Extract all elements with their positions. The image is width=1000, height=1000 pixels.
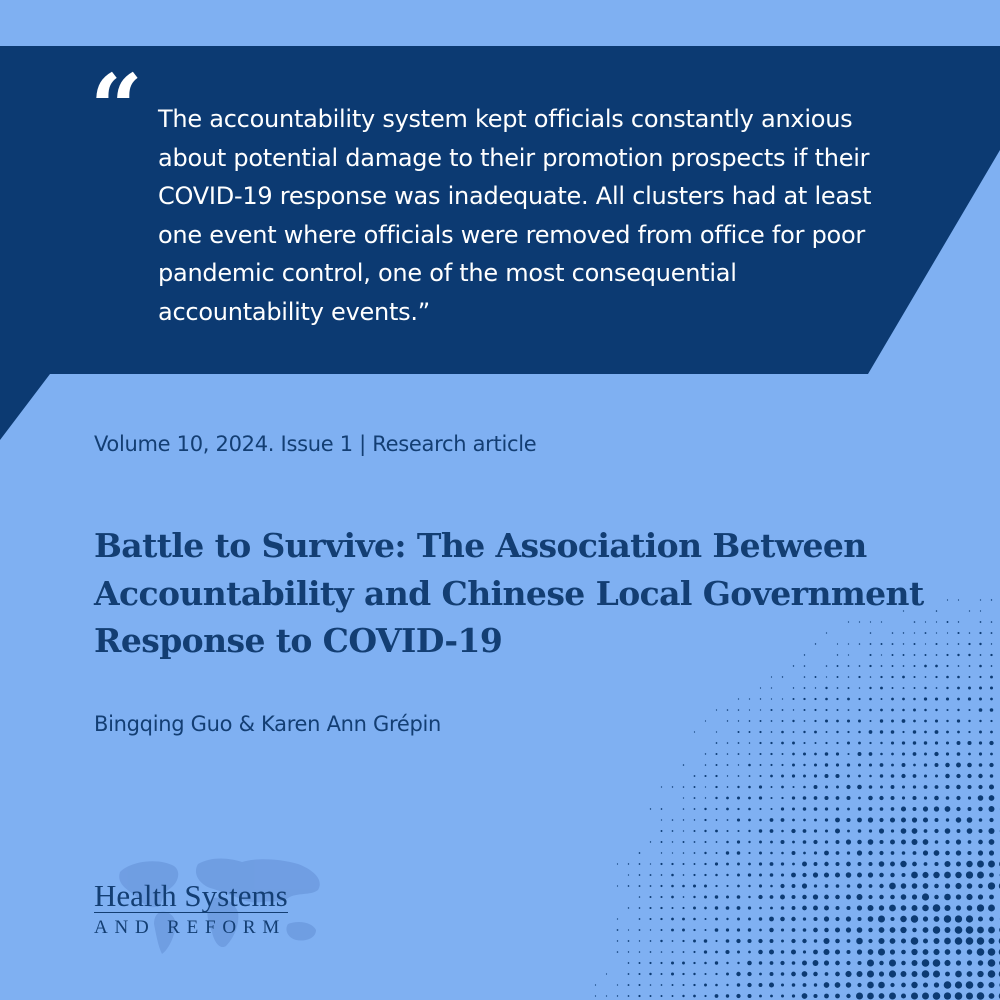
journal-name-line1: Health Systems xyxy=(94,878,288,913)
journal-name-line2: AND REFORM xyxy=(94,917,287,938)
issue-info: Volume 10, 2024. Issue 1 | Research article xyxy=(94,432,537,456)
quote-mark-icon: “ xyxy=(90,54,141,162)
article-title: Battle to Survive: The Association Between Accountability and Chinese Local Government Response to COVID-19 xyxy=(94,526,924,660)
pull-quote: The accountability system kept officials constantly anxious about potential damage to their promotion prospects if their COVID-19 response was inadequate. All clusters had at least one event where officials were removed from office for poor pandemic control, one of the most consequential accountability events.” xyxy=(158,105,872,326)
journal-logo xyxy=(92,850,332,960)
article-authors: Bingqing Guo & Karen Ann Grépin xyxy=(94,712,442,736)
